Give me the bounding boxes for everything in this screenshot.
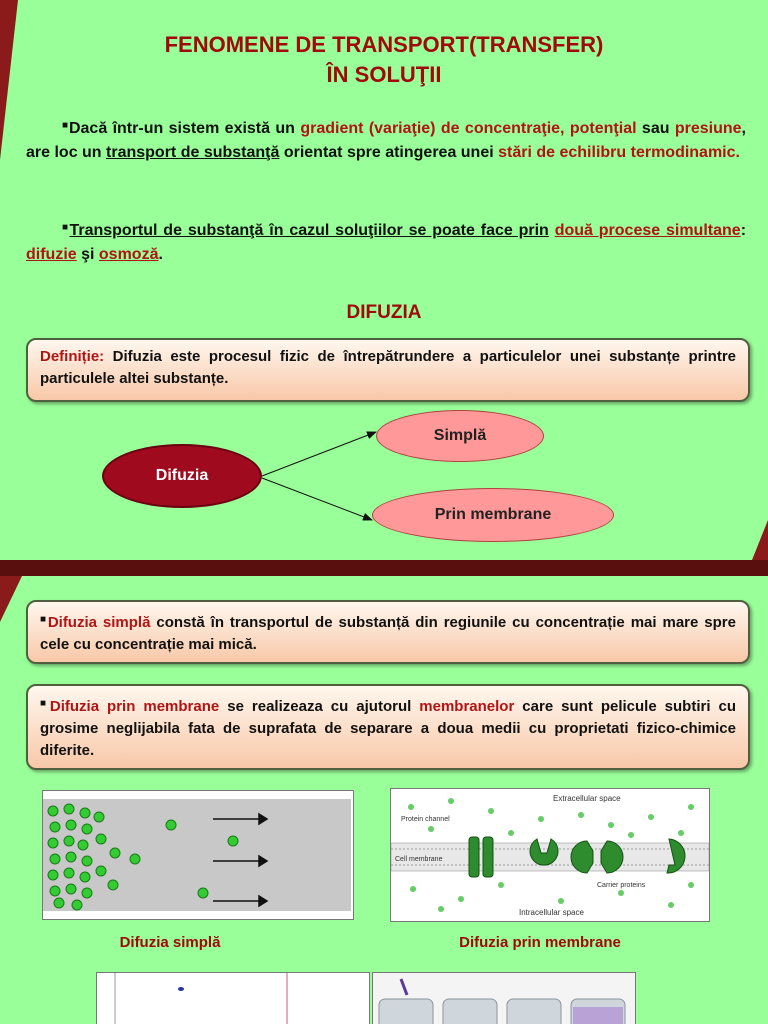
diagram-node-difuzia: Difuzia [102,444,262,508]
diagram-node-membrane: Prin membrane [372,488,614,542]
label-intracellular: Intracellular space [519,908,584,917]
diagram-node-simple: Simplă [376,410,544,462]
figure-simple-diffusion [42,790,354,920]
bullet-icon: ■ [40,698,50,709]
section-title: DIFUZIA [346,302,422,323]
caption-simple: Difuzia simplă [119,934,221,951]
info-box-simple: ■Difuzia simplă constă în transportul de substanță din regiunile cu concentrație mai mare spre cele cu concentrație mai mică. [26,600,750,664]
label-carrier: Carrier proteins [597,882,646,889]
definition-text: Difuzia este procesul fizic de întrepătrundere a particulelor unei substanțe printre particulele altei substanțe. [40,348,736,387]
info-box-membrane: ■Difuzia prin membrane se realizeaza cu ajutorul membranelor care sunt pelicule subtiri cu grosime neglijabila fata de suprafata de separare a doua medii cu proprietati fizico-chimice diferite. [26,684,750,770]
corner-decoration [0,576,22,622]
label-protein-channel: Protein channel [401,816,450,823]
slide-2 [0,576,768,1024]
figure-beakers [372,972,636,1024]
definition-label: Definiție: [40,348,105,365]
figure-bottom-left [96,972,370,1024]
label-extracellular: Extracellular space [553,794,621,803]
figure-membrane-diffusion [390,788,710,922]
arrow-to-simple [262,432,376,476]
membrane-illustration [391,789,709,921]
slide-title-line2: ÎN SOLUŢII [326,62,442,87]
paragraph-processes: ■Transportul de substanţă în cazul soluţiilor se poate face prin două procese simultane: difuzie şi osmoză. [26,222,747,263]
arrow-to-membrane [262,478,372,520]
bullet-icon: ■ [40,614,48,625]
paragraph-gradient: ■Dacă într-un sistem există un gradient (variaţie) de concentraţie, potenţial sau presiune, are loc un transport de substanţă orientat spre atingerea unei stări de echilibru termodinamic. [26,120,746,161]
bullet-icon: ■ [62,222,70,233]
label-cell-membrane: Cell membrane [395,856,443,863]
simple-diffusion-illustration [43,791,353,919]
bullet-icon: ■ [62,120,69,131]
caption-membrane: Difuzia prin membrane [459,934,621,951]
slide-title-line1: FENOMENE DE TRANSPORT(TRANSFER) [164,32,604,57]
